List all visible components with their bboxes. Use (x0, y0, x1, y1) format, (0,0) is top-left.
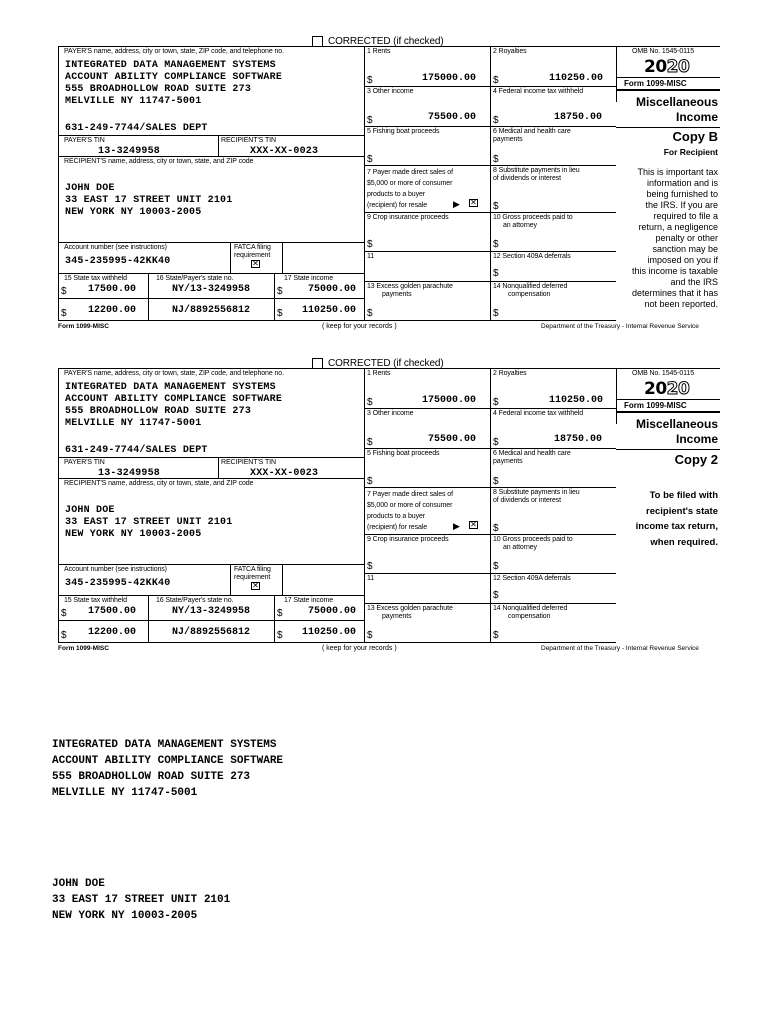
box10-label: 10 Gross proceeds paid to an attorney (493, 536, 573, 551)
payer-tin: 13-3249958 (98, 146, 161, 157)
copy-b-text-line: This is important tax (637, 167, 718, 177)
footer-form-name: Form 1099-MISC (58, 645, 109, 652)
omb-number: OMB No. 1545-0115 (632, 370, 694, 377)
arrow-icon: ▶ (453, 199, 460, 209)
recipient-name-label: RECIPIENT'S name, address, city or town, state, and ZIP code (64, 158, 254, 165)
box12-label: 12 Section 409A deferrals (493, 253, 571, 260)
box1-label: 1 Rents (367, 370, 391, 377)
fatca-label: FATCA filing requirement (234, 566, 271, 581)
box5-label: 5 Fishing boat proceeds (367, 450, 440, 457)
envelope-payer-line: INTEGRATED DATA MANAGEMENT SYSTEMS (52, 739, 277, 751)
envelope-recipient-line: NEW YORK NY 10003-2005 (52, 910, 198, 922)
box2-label: 2 Royalties (493, 48, 527, 55)
copy-2-text-line: recipient's state (646, 505, 718, 517)
box12-label: 12 Section 409A deferrals (493, 575, 571, 582)
footer-dept: Department of the Treasury - Internal Revenue Service (541, 645, 699, 652)
state-payer-no-1: NY/13-3249958 (172, 284, 251, 295)
payer-name-label: PAYER'S name, address, city or town, state, ZIP code, and telephone no. (64, 48, 284, 55)
box2-label: 2 Royalties (493, 370, 527, 377)
copy-b-subtitle: For Recipient (663, 147, 718, 157)
recipient-tin: XXX-XX-0023 (250, 468, 319, 479)
box1-label: 1 Rents (367, 48, 391, 55)
arrow-icon: ▶ (453, 521, 460, 531)
box1-rents: 175000.00 (422, 395, 477, 406)
box13-label: 13 Excess golden parachute payments (367, 605, 453, 620)
state-payer-no-label: 16 State/Payer's state no. (156, 275, 234, 282)
box1-rents: 175000.00 (422, 73, 477, 84)
box6-label: 6 Medical and health care payments (493, 450, 571, 465)
recipient-name-label: RECIPIENT'S name, address, city or town, state, and ZIP code (64, 480, 254, 487)
copy-b-text-line: being furnished to (646, 189, 718, 199)
box7-label: 7 Payer made direct sales of $5,000 or more of consumer products to a buyer (recipient) for resale (367, 491, 453, 531)
form-name: Form 1099-MISC (624, 79, 687, 88)
box9-label: 9 Crop insurance proceeds (367, 214, 449, 221)
direct-sales-checkbox[interactable]: ✕ (470, 520, 477, 529)
box2-royalties: 110250.00 (549, 395, 604, 406)
form-name: Form 1099-MISC (624, 401, 687, 410)
envelope-payer-address (52, 737, 283, 801)
envelope-payer-line: MELVILLE NY 11747-5001 (52, 787, 198, 799)
state-tax-withheld-2: 12200.00 (88, 627, 137, 638)
envelope-payer-line: 555 BROADHOLLOW ROAD SUITE 273 (52, 771, 251, 783)
copy-b-text-line: penalty or other (655, 233, 718, 243)
recipient-name-address: JOHN DOE 33 EAST 17 STREET UNIT 2101 NEW YORK NY 10003-2005 (65, 505, 233, 540)
box8-label: 8 Substitute payments in lieu of dividends or interest (493, 489, 580, 504)
envelope-payer-line: ACCOUNT ABILITY COMPLIANCE SOFTWARE (52, 755, 284, 767)
form-title: Miscellaneous Income (635, 417, 718, 446)
box6-label: 6 Medical and health care payments (493, 128, 571, 143)
state-tax-withheld-2: 12200.00 (88, 305, 137, 316)
box3-other-income: 75500.00 (428, 112, 477, 123)
copy-b-text-line: sanction may be (652, 244, 718, 254)
box3-other-income: 75500.00 (428, 434, 477, 445)
account-number-label: Account number (see instructions) (64, 244, 167, 251)
fatca-checkbox[interactable]: ✕ (252, 581, 259, 590)
state-tax-withheld-label: 15 State tax withheld (64, 275, 127, 282)
payer-name-address: INTEGRATED DATA MANAGEMENT SYSTEMS ACCOUNT ABILITY COMPLIANCE SOFTWARE 555 BROADHOLLOW ROAD SUITE 273 MELVILLE NY 11747-5001 (65, 382, 283, 429)
tax-year: 2020 (644, 379, 690, 399)
state-income-2: 110250.00 (302, 627, 357, 638)
copy-b-text-line: not been reported. (644, 299, 718, 309)
corrected-label: CORRECTED (if checked) (328, 358, 444, 369)
copy-2-text-line: To be filed with (649, 490, 718, 501)
account-number-label: Account number (see instructions) (64, 566, 167, 573)
fatca-checkbox[interactable]: ✕ (252, 259, 259, 268)
account-number: 345-235995-42KK40 (65, 256, 171, 267)
box11-label: 11 (367, 575, 375, 582)
payer-tin: 13-3249958 (98, 468, 161, 479)
recipient-tin-label: RECIPIENT'S TIN (221, 459, 276, 466)
copy-b-text-line: imposed on you if (647, 255, 718, 265)
box3-label: 3 Other income (367, 410, 414, 417)
payer-phone: 631-249-7744/SALES DEPT (65, 445, 208, 456)
box14-label: 14 Nonqualified deferred compensation (493, 605, 568, 620)
copy-2-instructions (600, 488, 718, 550)
omb-number: OMB No. 1545-0115 (632, 48, 694, 55)
copy-b-text-line: this income is taxable (631, 266, 718, 276)
copy-b-text-line: and the IRS (670, 277, 718, 287)
state-payer-no-label: 16 State/Payer's state no. (156, 597, 234, 604)
recipient-tin: XXX-XX-0023 (250, 146, 319, 157)
payer-phone: 631-249-7744/SALES DEPT (65, 123, 208, 134)
state-income-2: 110250.00 (302, 305, 357, 316)
box5-label: 5 Fishing boat proceeds (367, 128, 440, 135)
envelope-recipient-address (52, 876, 230, 924)
recipient-name-address: JOHN DOE 33 EAST 17 STREET UNIT 2101 NEW YORK NY 10003-2005 (65, 183, 233, 218)
payer-tin-label: PAYER'S TIN (64, 137, 105, 144)
state-income-1: 75000.00 (308, 606, 357, 617)
copy-b-instructions (612, 167, 718, 310)
recipient-tin-label: RECIPIENT'S TIN (221, 137, 276, 144)
box3-label: 3 Other income (367, 88, 414, 95)
form-title: Miscellaneous Income (635, 95, 718, 124)
footer-keep: ( keep for your records ) (322, 645, 397, 652)
copy-2-text-line: income tax return, (635, 521, 718, 532)
footer-keep: ( keep for your records ) (322, 323, 397, 330)
box4-fed-withheld: 18750.00 (554, 112, 603, 123)
state-payer-no-2: NJ/8892556812 (172, 627, 251, 638)
fatca-label: FATCA filing requirement (234, 244, 271, 259)
box4-fed-withheld: 18750.00 (554, 434, 603, 445)
copy-b-title: Copy B (672, 129, 718, 144)
box2-royalties: 110250.00 (549, 73, 604, 84)
box14-label: 14 Nonqualified deferred compensation (493, 283, 568, 298)
box4-label: 4 Federal income tax withheld (493, 88, 584, 95)
box7-label: 7 Payer made direct sales of $5,000 or more of consumer products to a buyer (recipient) for resale (367, 169, 453, 209)
copy-2-title: Copy 2 (674, 452, 718, 467)
box4-label: 4 Federal income tax withheld (493, 410, 584, 417)
box13-label: 13 Excess golden parachute payments (367, 283, 453, 298)
state-income-label: 17 State income (284, 597, 334, 604)
envelope-recipient-line: JOHN DOE (52, 878, 105, 890)
state-income-1: 75000.00 (308, 284, 357, 295)
copy-b-text-line: required to file a (653, 211, 718, 221)
payer-name-label: PAYER'S name, address, city or town, state, ZIP code, and telephone no. (64, 370, 284, 377)
copy-b-text-line: information and is (646, 178, 718, 188)
footer-form-name: Form 1099-MISC (58, 323, 109, 330)
box11-label: 11 (367, 253, 375, 260)
copy-b-text-line: the IRS. If you are (645, 200, 718, 210)
state-tax-withheld-1: 17500.00 (88, 606, 137, 617)
box10-label: 10 Gross proceeds paid to an attorney (493, 214, 573, 229)
account-number: 345-235995-42KK40 (65, 578, 171, 589)
state-tax-withheld-label: 15 State tax withheld (64, 597, 127, 604)
box9-label: 9 Crop insurance proceeds (367, 536, 449, 543)
state-payer-no-1: NY/13-3249958 (172, 606, 251, 617)
footer-dept: Department of the Treasury - Internal Revenue Service (541, 323, 699, 330)
state-income-label: 17 State income (284, 275, 334, 282)
payer-tin-label: PAYER'S TIN (64, 459, 105, 466)
state-tax-withheld-1: 17500.00 (88, 284, 137, 295)
corrected-label: CORRECTED (if checked) (328, 36, 444, 47)
copy-b-text-line: return, a negligence (638, 222, 718, 232)
envelope-recipient-line: 33 EAST 17 STREET UNIT 2101 (52, 894, 231, 906)
copy-b-text-line: determines that it has (631, 288, 718, 298)
box8-label: 8 Substitute payments in lieu of dividends or interest (493, 167, 580, 182)
state-payer-no-2: NJ/8892556812 (172, 305, 251, 316)
tax-year: 2020 (644, 57, 690, 77)
direct-sales-checkbox[interactable]: ✕ (470, 198, 477, 207)
copy-2-text-line: when required. (650, 536, 718, 548)
payer-name-address: INTEGRATED DATA MANAGEMENT SYSTEMS ACCOUNT ABILITY COMPLIANCE SOFTWARE 555 BROADHOLLOW ROAD SUITE 273 MELVILLE NY 11747-5001 (65, 60, 283, 107)
